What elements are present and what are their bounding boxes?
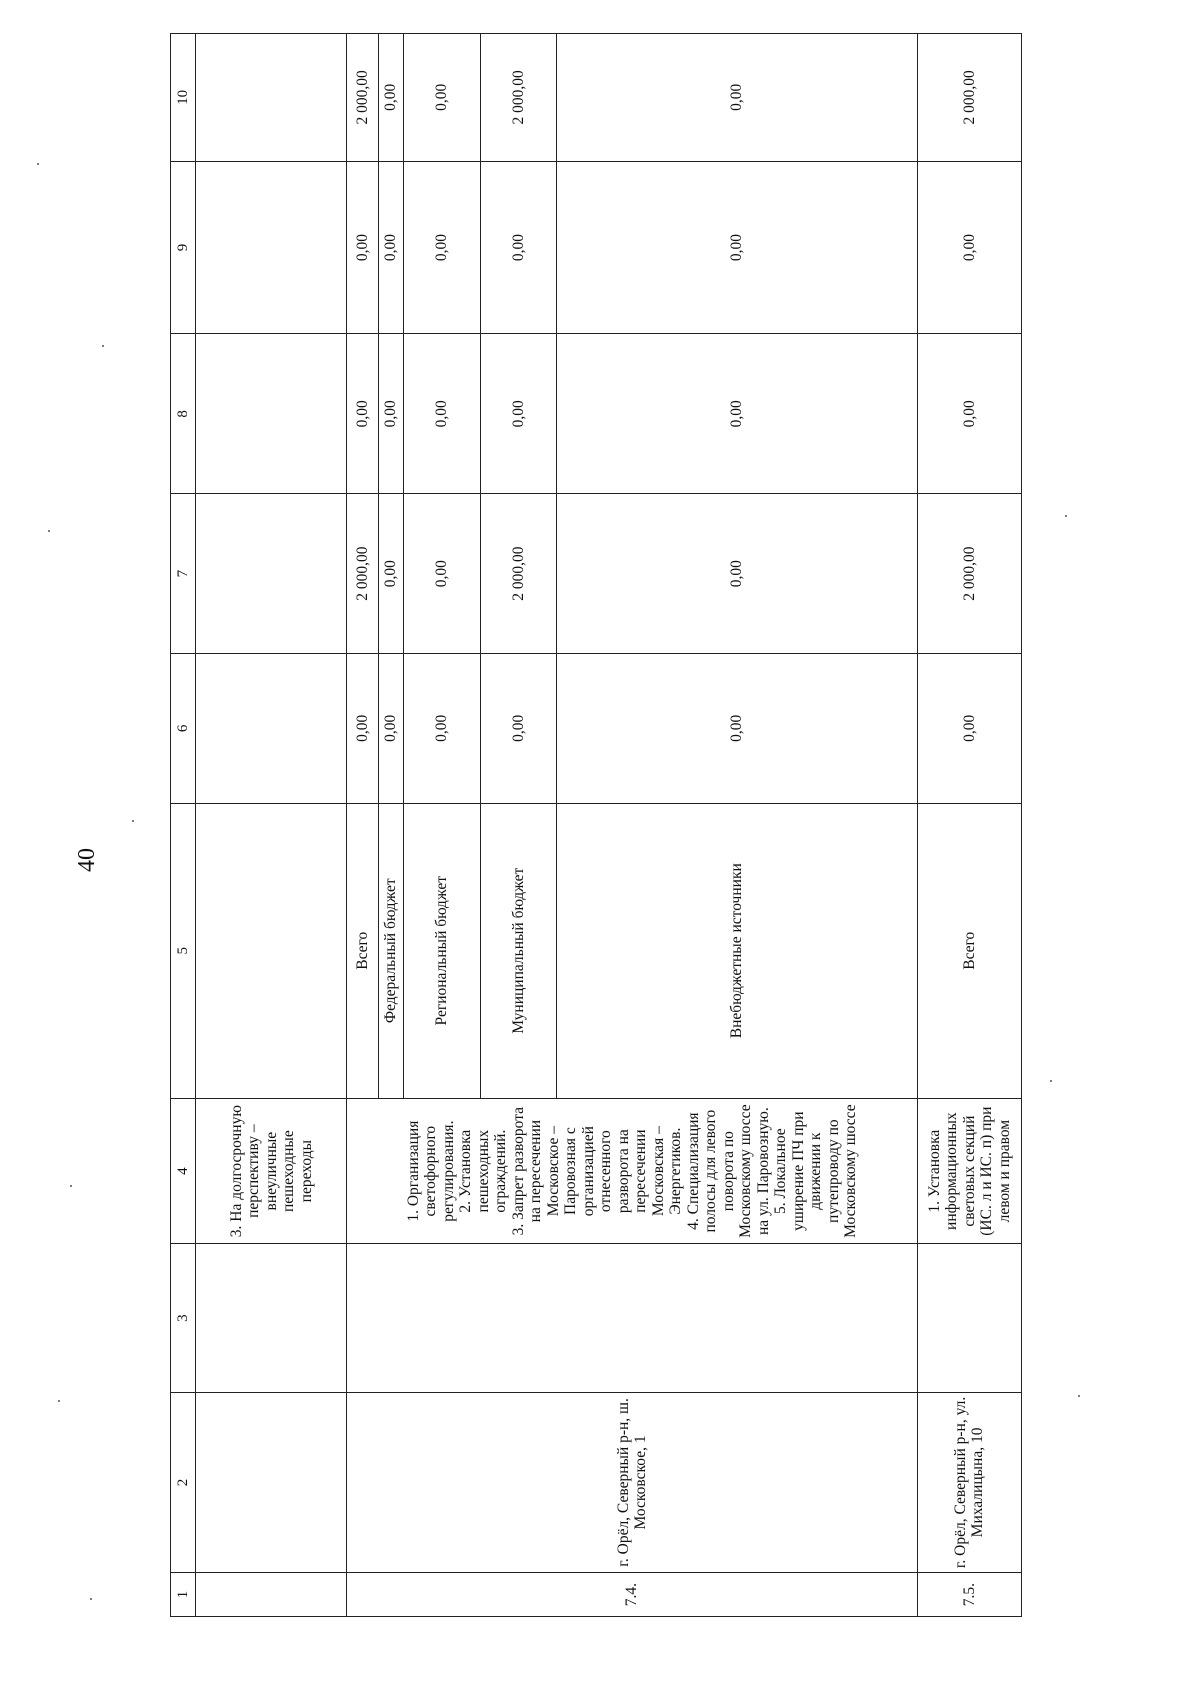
row-7-5-address: г. Орёл, Северный р-н, ул. Михалицына, 10 (917, 1392, 1021, 1572)
header-col-2: 2 (171, 1392, 196, 1572)
value-col8: 0,00 (378, 334, 403, 494)
cont-cell-10 (196, 34, 347, 162)
source-label-total: Всего (917, 803, 1021, 1098)
scan-speckle (1078, 1395, 1080, 1397)
header-col-5: 5 (171, 803, 196, 1098)
header-col-10: 10 (171, 34, 196, 162)
value-col9: 0,00 (480, 161, 556, 334)
cont-measures-cell: 3. На долгосрочную перспективу – внеуличные пешеходные переходы (196, 1098, 347, 1244)
row-7-5-number: 7.5. (917, 1573, 1021, 1617)
scan-speckle (48, 530, 50, 532)
value-col7: 0,00 (557, 494, 918, 654)
scan-speckle (1050, 1080, 1052, 1082)
continuation-row (196, 34, 347, 1617)
value-col7: 0,00 (404, 494, 480, 654)
scan-speckle (102, 345, 104, 347)
value-col7: 0,00 (378, 494, 403, 654)
value-col10: 0,00 (557, 34, 918, 162)
value-col7: 2 000,00 (480, 494, 556, 654)
header-col-4: 4 (171, 1098, 196, 1244)
value-col9: 0,00 (378, 161, 403, 334)
header-col-3: 3 (171, 1244, 196, 1392)
source-label-federal: Федеральный бюджет (378, 803, 403, 1098)
header-col-1: 1 (171, 1573, 196, 1617)
source-label-regional: Региональный бюджет (404, 803, 480, 1098)
cont-cell-5 (196, 803, 347, 1098)
value-col10: 2 000,00 (347, 34, 379, 162)
cont-cell-8 (196, 334, 347, 494)
header-col-9: 9 (171, 161, 196, 334)
cont-cell-1 (196, 1573, 347, 1617)
header-col-8: 8 (171, 334, 196, 494)
scan-speckle (58, 1400, 60, 1402)
row-7-4-total (347, 34, 379, 1617)
value-col6: 0,00 (347, 654, 379, 804)
value-col7: 2 000,00 (917, 494, 1021, 654)
value-col6: 0,00 (378, 654, 403, 804)
value-col10: 2 000,00 (480, 34, 556, 162)
row-7-4-col3 (347, 1244, 918, 1392)
budget-table (170, 33, 1022, 1617)
value-col8: 0,00 (480, 334, 556, 494)
page-number: 40 (74, 848, 100, 872)
cont-cell-6 (196, 654, 347, 804)
scan-speckle (1065, 515, 1067, 517)
value-col10: 0,00 (378, 34, 403, 162)
value-col9: 0,00 (917, 161, 1021, 334)
row-7-4-address: г. Орёл, Северный р-н, ш. Московское, 1 (347, 1392, 918, 1572)
header-col-7: 7 (171, 494, 196, 654)
value-col10: 0,00 (404, 34, 480, 162)
source-label-municipal: Муниципальный бюджет (480, 803, 556, 1098)
scan-speckle (37, 163, 39, 165)
value-col9: 0,00 (347, 161, 379, 334)
row-7-4-number: 7.4. (347, 1573, 918, 1617)
value-col8: 0,00 (917, 334, 1021, 494)
value-col6: 0,00 (917, 654, 1021, 804)
source-label-total: Всего (347, 803, 379, 1098)
source-label-extrabudget: Внебюджетные источники (557, 803, 918, 1098)
scan-speckle (90, 1598, 92, 1600)
scan-speckle (132, 820, 134, 822)
row-7-5-col3 (917, 1244, 1021, 1392)
row-7-5-total (917, 34, 1021, 1617)
value-col8: 0,00 (557, 334, 918, 494)
header-row (171, 34, 196, 1617)
cont-cell-9 (196, 161, 347, 334)
value-col6: 0,00 (557, 654, 918, 804)
cont-cell-2 (196, 1392, 347, 1572)
value-col7: 2 000,00 (347, 494, 379, 654)
rotated-table-wrapper (170, 33, 1022, 1617)
row-7-5-measures: 1. Установка информационных световых секций (ИС. л и ИС. п) при левом и правом (917, 1098, 1021, 1244)
cont-cell-3 (196, 1244, 347, 1392)
cont-cell-7 (196, 494, 347, 654)
value-col6: 0,00 (480, 654, 556, 804)
value-col10: 2 000,00 (917, 34, 1021, 162)
value-col9: 0,00 (404, 161, 480, 334)
row-7-4-measures: 1. Организация светофорного регулирования. 2. Установка пешеходных ограждений. 3. Запрет разворота на пересечении Московское – Паровозная с организацией отнесенного разворота на пересечении Московская – Энергетиков. 4. Специализация полосы для левого поворота по Московскому шоссе на ул. Паровозную. 5. Локальное уширение ПЧ при движении к путепроводу по Московскому шоссе (347, 1098, 918, 1244)
value-col9: 0,00 (557, 161, 918, 334)
value-col8: 0,00 (347, 334, 379, 494)
scan-speckle (70, 1185, 72, 1187)
header-col-6: 6 (171, 654, 196, 804)
value-col6: 0,00 (404, 654, 480, 804)
value-col8: 0,00 (404, 334, 480, 494)
